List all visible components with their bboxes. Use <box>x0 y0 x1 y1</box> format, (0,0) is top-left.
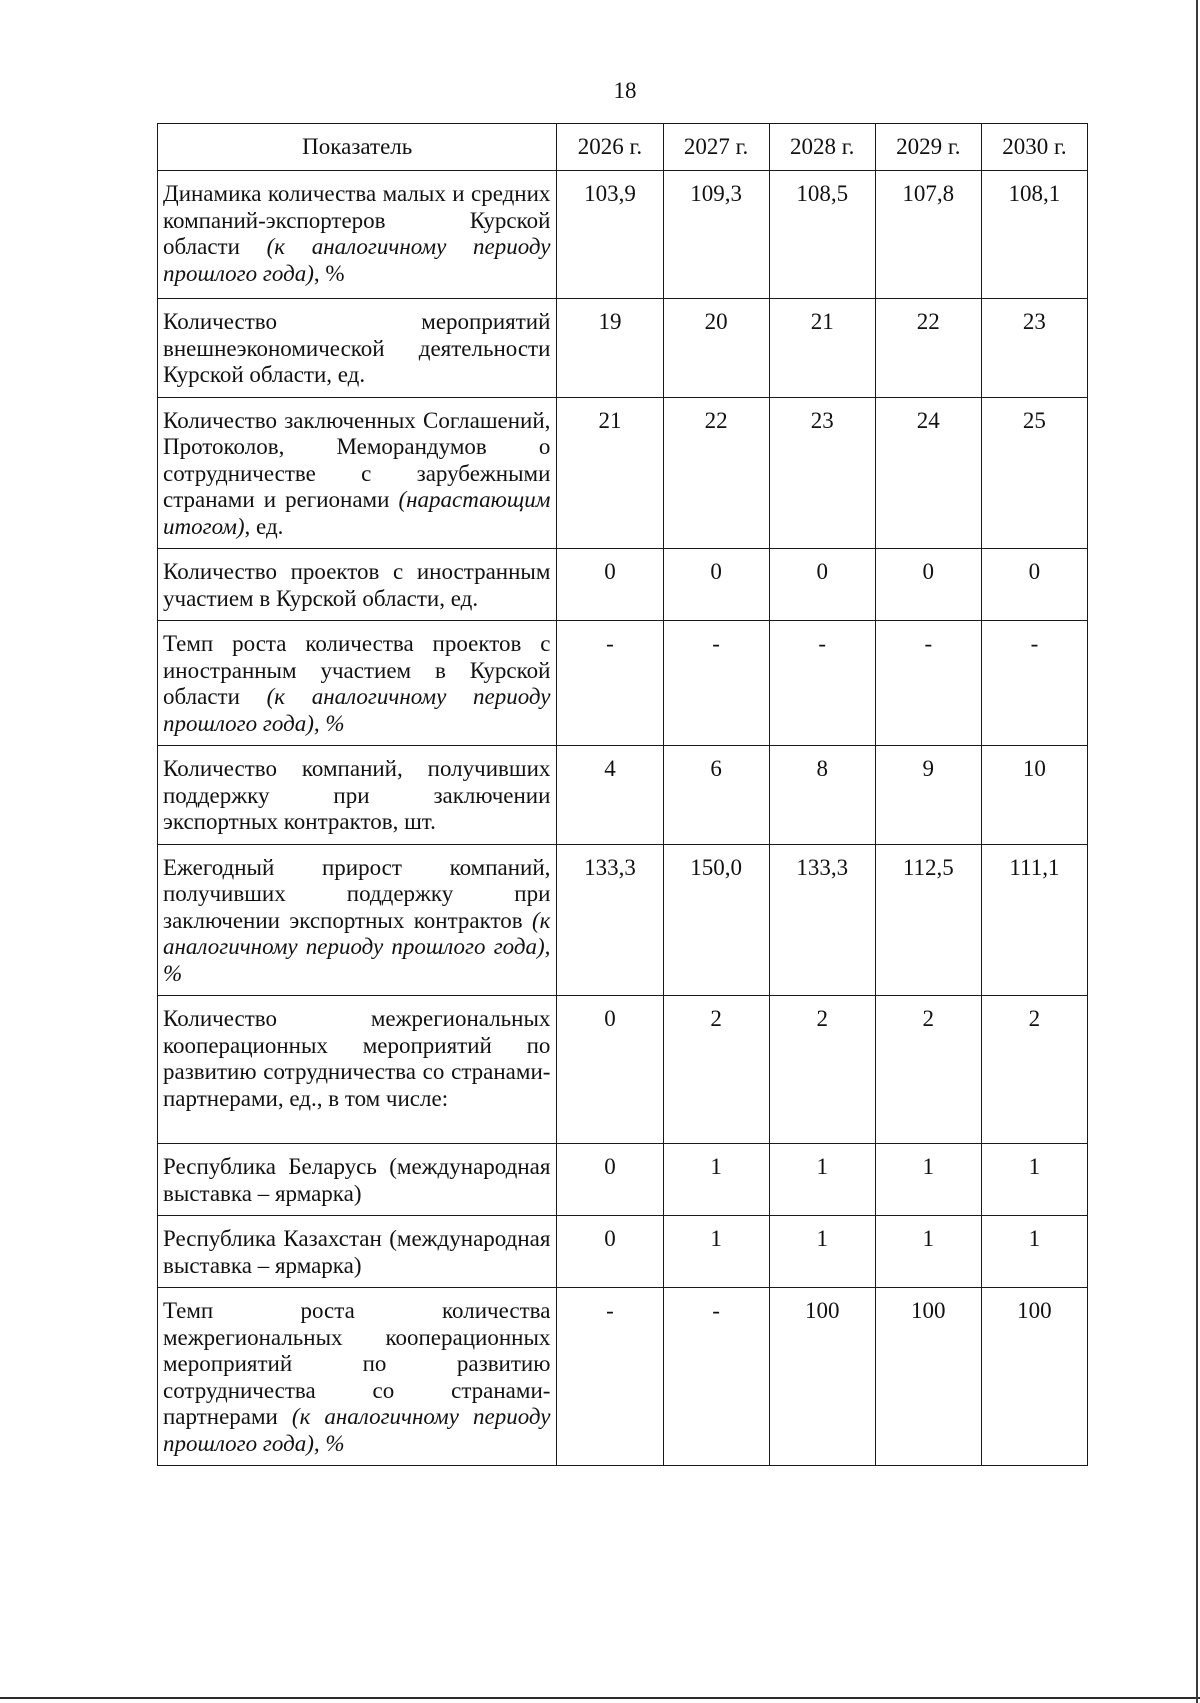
table-row <box>158 996 1088 1144</box>
indicators-table <box>157 123 1088 1466</box>
value-cell: 8 <box>769 746 875 845</box>
value-cell: 1 <box>875 1144 981 1216</box>
value-cell: 0 <box>557 549 663 621</box>
indicator-note: (к аналогичному периоду прошлого года), % <box>163 1404 551 1456</box>
table-row <box>158 1288 1088 1466</box>
value-cell: 133,3 <box>769 844 875 996</box>
page-number: 18 <box>613 78 637 103</box>
value-cell: 23 <box>769 397 875 549</box>
indicator-label-cell <box>158 1144 557 1216</box>
indicator-note: (к аналогичному периоду прошлого года), % <box>163 907 551 986</box>
indicator-label: Темп роста количества проектов с иностранным участием в Курской области <box>163 631 551 709</box>
indicator-note: (к аналогичному периоду прошлого года) <box>163 234 551 286</box>
value-cell: 107,8 <box>875 171 981 299</box>
header-year: 2029 г. <box>875 124 981 171</box>
indicator-label: Количество проектов с иностранным участием в Курской области, ед. <box>163 559 551 611</box>
value-cell: 100 <box>875 1288 981 1466</box>
value-cell: 1 <box>981 1144 1087 1216</box>
value-cell: 133,3 <box>557 844 663 996</box>
header-year: 2030 г. <box>981 124 1087 171</box>
value-cell: 22 <box>663 397 769 549</box>
indicator-label-cell <box>158 621 557 746</box>
value-cell: 2 <box>769 996 875 1144</box>
value-cell: 10 <box>981 746 1087 845</box>
value-cell: 100 <box>981 1288 1087 1466</box>
value-cell: 0 <box>875 549 981 621</box>
table-row <box>158 549 1088 621</box>
indicator-note: (нарастающим итогом) <box>163 487 551 539</box>
table-row <box>158 299 1088 398</box>
value-cell: 2 <box>663 996 769 1144</box>
header-indicator: Показатель <box>158 124 557 171</box>
value-cell: 150,0 <box>663 844 769 996</box>
value-cell: 9 <box>875 746 981 845</box>
indicator-label-cell <box>158 299 557 398</box>
value-cell: 1 <box>875 1216 981 1288</box>
header-year: 2027 г. <box>663 124 769 171</box>
indicator-label-cell <box>158 844 557 996</box>
table-row <box>158 1216 1088 1288</box>
indicator-label-cell <box>158 549 557 621</box>
header-year: 2026 г. <box>557 124 663 171</box>
value-cell: 1 <box>663 1216 769 1288</box>
indicator-label: Республика Казахстан (международная выставка – ярмарка) <box>163 1226 551 1278</box>
value-cell: 2 <box>981 996 1087 1144</box>
indicator-label: Темп роста количества межрегиональных кооперационных мероприятий по развитию сотрудничества со странами-партнерами <box>163 1298 551 1429</box>
table-body <box>158 171 1088 1466</box>
value-cell: 108,5 <box>769 171 875 299</box>
value-cell: 21 <box>557 397 663 549</box>
value-cell: 1 <box>663 1144 769 1216</box>
value-cell: 20 <box>663 299 769 398</box>
table-row <box>158 397 1088 549</box>
value-cell: 0 <box>557 1144 663 1216</box>
value-cell: - <box>663 621 769 746</box>
table-header-row <box>158 124 1088 171</box>
indicator-label: Количество заключенных Соглашений, Протоколов, Меморандумов о сотрудничестве с зарубежными странами и регионами <box>163 407 551 512</box>
indicator-label: Республика Беларусь (международная выставка – ярмарка) <box>163 1154 551 1206</box>
value-cell: 0 <box>557 1216 663 1288</box>
value-cell: - <box>557 621 663 746</box>
value-cell: 1 <box>981 1216 1087 1288</box>
table-row <box>158 746 1088 845</box>
table-row <box>158 621 1088 746</box>
value-cell: 1 <box>769 1216 875 1288</box>
value-cell: 24 <box>875 397 981 549</box>
indicator-unit: , % <box>313 260 345 286</box>
value-cell: 108,1 <box>981 171 1087 299</box>
indicator-label-cell <box>158 996 557 1144</box>
value-cell: 112,5 <box>875 844 981 996</box>
value-cell: 0 <box>557 996 663 1144</box>
value-cell: 0 <box>663 549 769 621</box>
value-cell: - <box>769 621 875 746</box>
indicator-label-cell <box>158 1288 557 1466</box>
header-year: 2028 г. <box>769 124 875 171</box>
indicator-label-cell <box>158 746 557 845</box>
table-row <box>158 171 1088 299</box>
indicator-label-cell <box>158 171 557 299</box>
value-cell: 25 <box>981 397 1087 549</box>
indicator-label: Ежегодный прирост компаний, получивших поддержку при заключении экспортных контрактов <box>163 854 551 933</box>
value-cell: 103,9 <box>557 171 663 299</box>
indicator-label-cell <box>158 1216 557 1288</box>
value-cell: 2 <box>875 996 981 1144</box>
value-cell: 23 <box>981 299 1087 398</box>
indicator-label: Динамика количества малых и средних компаний-экспортеров Курской области <box>163 181 551 259</box>
value-cell: 21 <box>769 299 875 398</box>
value-cell: 100 <box>769 1288 875 1466</box>
value-cell: - <box>875 621 981 746</box>
value-cell: 22 <box>875 299 981 398</box>
value-cell: - <box>663 1288 769 1466</box>
value-cell: 0 <box>769 549 875 621</box>
indicator-label: Количество мероприятий внешнеэкономической деятельности Курской области, ед. <box>163 309 551 387</box>
indicator-label-cell <box>158 397 557 549</box>
value-cell: 0 <box>981 549 1087 621</box>
indicator-unit: , ед. <box>244 513 284 539</box>
indicator-label: Количество компаний, получивших поддержку при заключении экспортных контрактов, шт. <box>163 756 551 834</box>
value-cell: 1 <box>769 1144 875 1216</box>
table-row <box>158 1144 1088 1216</box>
value-cell: - <box>981 621 1087 746</box>
value-cell: 6 <box>663 746 769 845</box>
table-row <box>158 844 1088 996</box>
indicator-label: Количество межрегиональных кооперационных мероприятий по развитию сотрудничества со странами-партнерами, ед., в том числе: <box>163 1006 551 1111</box>
value-cell: 111,1 <box>981 844 1087 996</box>
value-cell: - <box>557 1288 663 1466</box>
indicator-note: (к аналогичному периоду прошлого года), % <box>163 684 551 736</box>
scan-edge-bottom <box>0 1697 1200 1699</box>
scan-edge-right <box>1196 0 1198 1703</box>
value-cell: 109,3 <box>663 171 769 299</box>
value-cell: 19 <box>557 299 663 398</box>
value-cell: 4 <box>557 746 663 845</box>
